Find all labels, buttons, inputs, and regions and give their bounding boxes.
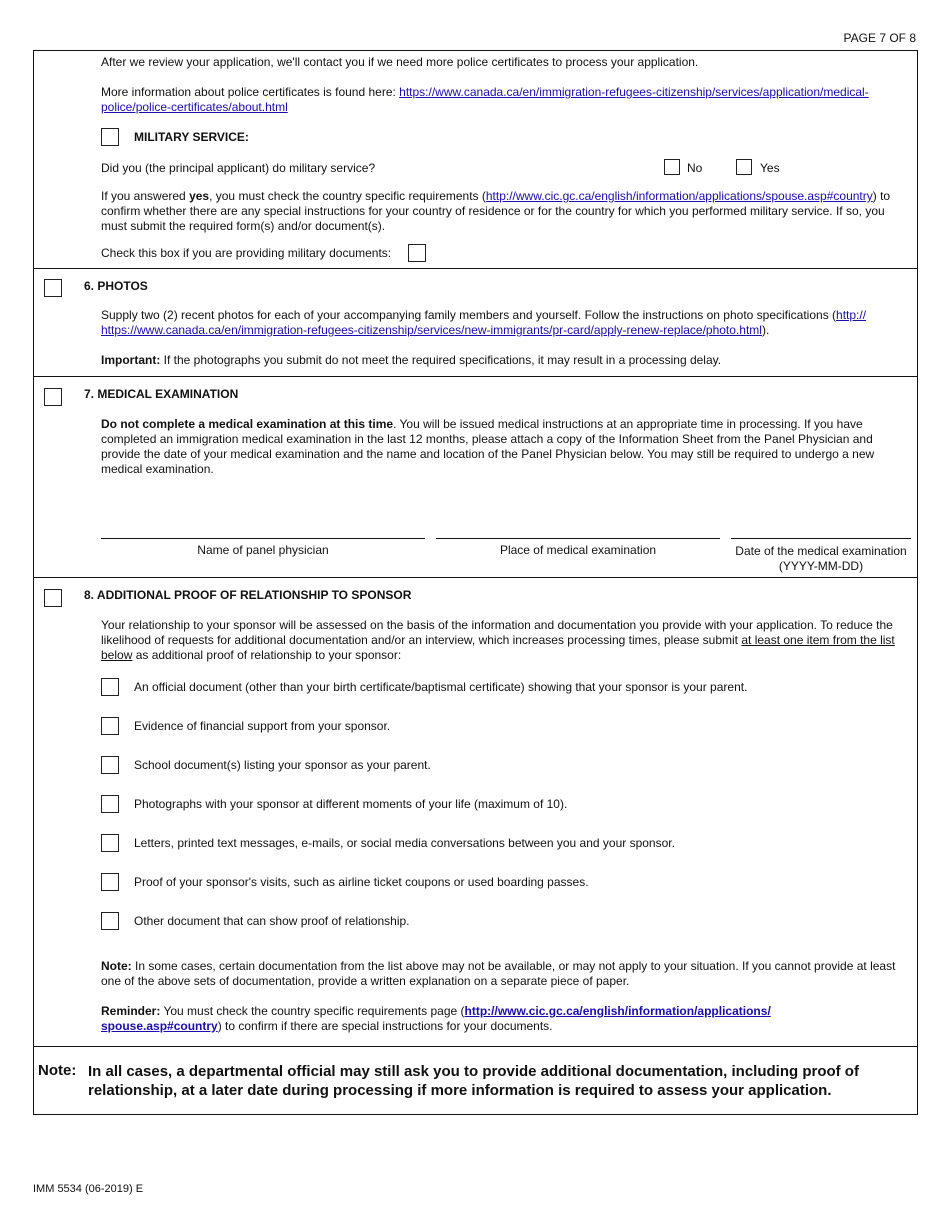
exam-place-line[interactable]: [436, 538, 720, 539]
exam-date-line[interactable]: [731, 538, 911, 539]
relationship-note-text: In some cases, certain documentation from the list above may not be available, or may not apply to your situation. If you cannot provide at least one of the above sets of documentation, provide a written explanation on a separate piece of paper.: [101, 959, 896, 988]
photo-specifications-link[interactable]: http:// https://www.canada.ca/en/immigration-refugees-citizenship/services/new-immigrants/pr-card/apply-renew-replace/photo.html: [101, 308, 867, 337]
proof-item-checkbox[interactable]: [101, 912, 119, 930]
exam-date-label-text: Date of the medical examination: [735, 544, 907, 558]
proof-item-label: Other document that can show proof of relationship.: [134, 914, 410, 928]
country-requirements-link[interactable]: http://www.cic.gc.ca/english/information/applications/spouse.asp#country: [485, 189, 873, 203]
photos-section-title: 6. PHOTOS: [84, 279, 148, 293]
relationship-section-checkbox[interactable]: [44, 589, 62, 607]
photos-important-text: If the photographs you submit do not meet the required specifications, it may result in a processing delay.: [160, 353, 722, 367]
medical-bold-intro: Do not complete a medical examination at this time: [101, 417, 394, 431]
relationship-intro-suffix: as additional proof of relationship to your sponsor:: [132, 648, 402, 662]
military-instructions: [101, 189, 911, 234]
relationship-note: [101, 959, 911, 989]
proof-item-label: Evidence of financial support from your sponsor.: [134, 719, 391, 733]
photos-instr-prefix: Supply two (2) recent photos for each of your accompanying family members and yourself. Follow the instructions on photo specifications (: [101, 308, 837, 322]
relationship-reminder-prefix: You must check the country specific requirements page (: [160, 1004, 465, 1018]
military-question: Did you (the principal applicant) do military service?: [101, 161, 376, 175]
reminder-country-link[interactable]: http://www.cic.gc.ca/english/information/applications/ spouse.asp#country: [101, 1004, 771, 1033]
police-certificates-link[interactable]: https://www.canada.ca/en/immigration-refugees-citizenship/services/application/medical-police/police-certificates/about.html: [101, 85, 869, 114]
proof-item-checkbox[interactable]: [101, 678, 119, 696]
section-divider: [33, 376, 917, 377]
relationship-note-label: Note:: [101, 959, 132, 973]
form-code: IMM 5534 (06-2019) E: [33, 1183, 144, 1195]
military-instr-mid: , you must check the country specific requirements (: [209, 189, 486, 203]
military-yes-label: Yes: [760, 161, 780, 175]
medical-instr-text: . You will be issued medical instructions at an appropriate time in processing. If you have completed an immigration medical examination in the last 12 months, please attach a copy of the Information Sheet from the Panel Physician and provide the date of your medical examination and the name and location of the Panel Physician below. You may still be required to undergo a new medical examination.: [101, 417, 875, 476]
proof-item-checkbox[interactable]: [101, 834, 119, 852]
photos-instr-suffix: ).: [761, 323, 770, 337]
relationship-intro-underline: at least one item from the list below: [101, 633, 895, 662]
medical-section-title: 7. MEDICAL EXAMINATION: [84, 387, 239, 401]
relationship-intro-prefix: Your relationship to your sponsor will be assessed on the basis of the information and documentation you provide with your application. To reduce the likelihood of requests for additional documentation and/or an interview, which increases processing times, please submit: [101, 618, 893, 647]
military-documents-label: Check this box if you are providing military documents:: [101, 246, 392, 260]
medical-instructions: [101, 417, 911, 477]
military-no-checkbox[interactable]: [664, 159, 680, 175]
relationship-intro: [101, 618, 911, 663]
military-documents-checkbox[interactable]: [408, 244, 426, 262]
relationship-reminder-label: Reminder:: [101, 1004, 161, 1018]
relationship-reminder-suffix: ) to confirm if there are special instructions for your documents.: [217, 1019, 553, 1033]
military-no-label: No: [687, 161, 703, 175]
physician-name-line[interactable]: [101, 538, 425, 539]
military-instr-suffix: ) to confirm whether there are any special instructions for your country of residence or for the country for which you performed military service. If so, you must submit the required form(s) and/or document(s).: [101, 189, 891, 233]
final-note-text: In all cases, a departmental official may still ask you to provide additional documentation, including proof of relationship, at a later date during processing if more information is required to assess your application.: [88, 1063, 859, 1099]
police-more-info: [101, 85, 911, 115]
proof-item-label: Letters, printed text messages, e-mails, or social media conversations between you and your sponsor.: [134, 836, 675, 850]
section-divider: [33, 268, 917, 269]
military-service-heading: MILITARY SERVICE:: [134, 130, 249, 144]
exam-date-label: [725, 544, 917, 574]
proof-item-label: School document(s) listing your sponsor as your parent.: [134, 758, 431, 772]
proof-item-checkbox[interactable]: [101, 873, 119, 891]
photos-important: [101, 353, 911, 368]
relationship-reminder: [101, 1004, 911, 1034]
final-note-label: Note:: [38, 1062, 77, 1079]
proof-item-checkbox[interactable]: [101, 717, 119, 735]
photos-important-label: Important:: [101, 353, 161, 367]
proof-item-checkbox[interactable]: [101, 795, 119, 813]
section-divider: [33, 577, 917, 578]
proof-item-label: Proof of your sponsor's visits, such as airline ticket coupons or used boarding passes.: [134, 875, 589, 889]
proof-item-label: An official document (other than your birth certificate/baptismal certificate) showing that your sponsor is your parent.: [134, 680, 748, 694]
military-service-checkbox[interactable]: [101, 128, 119, 146]
proof-item-checkbox[interactable]: [101, 756, 119, 774]
police-review-text: After we review your application, we'll contact you if we need more police certificates to process your application.: [101, 55, 699, 69]
proof-item-label: Photographs with your sponsor at different moments of your life (maximum of 10).: [134, 797, 568, 811]
military-yes-checkbox[interactable]: [736, 159, 752, 175]
photos-section-checkbox[interactable]: [44, 279, 62, 297]
medical-section-checkbox[interactable]: [44, 388, 62, 406]
military-instr-prefix: If you answered: [101, 189, 190, 203]
photos-instructions: [101, 308, 911, 338]
military-instr-bold: yes: [189, 189, 210, 203]
page-number: PAGE 7 OF 8: [843, 31, 916, 45]
exam-date-format: (YYYY-MM-DD): [778, 559, 864, 573]
physician-name-label: Name of panel physician: [197, 543, 329, 557]
exam-place-label: Place of medical examination: [499, 543, 657, 557]
police-more-info-prefix: More information about police certificates is found here:: [101, 85, 400, 99]
relationship-section-title: 8. ADDITIONAL PROOF OF RELATIONSHIP TO SPONSOR: [84, 588, 412, 602]
